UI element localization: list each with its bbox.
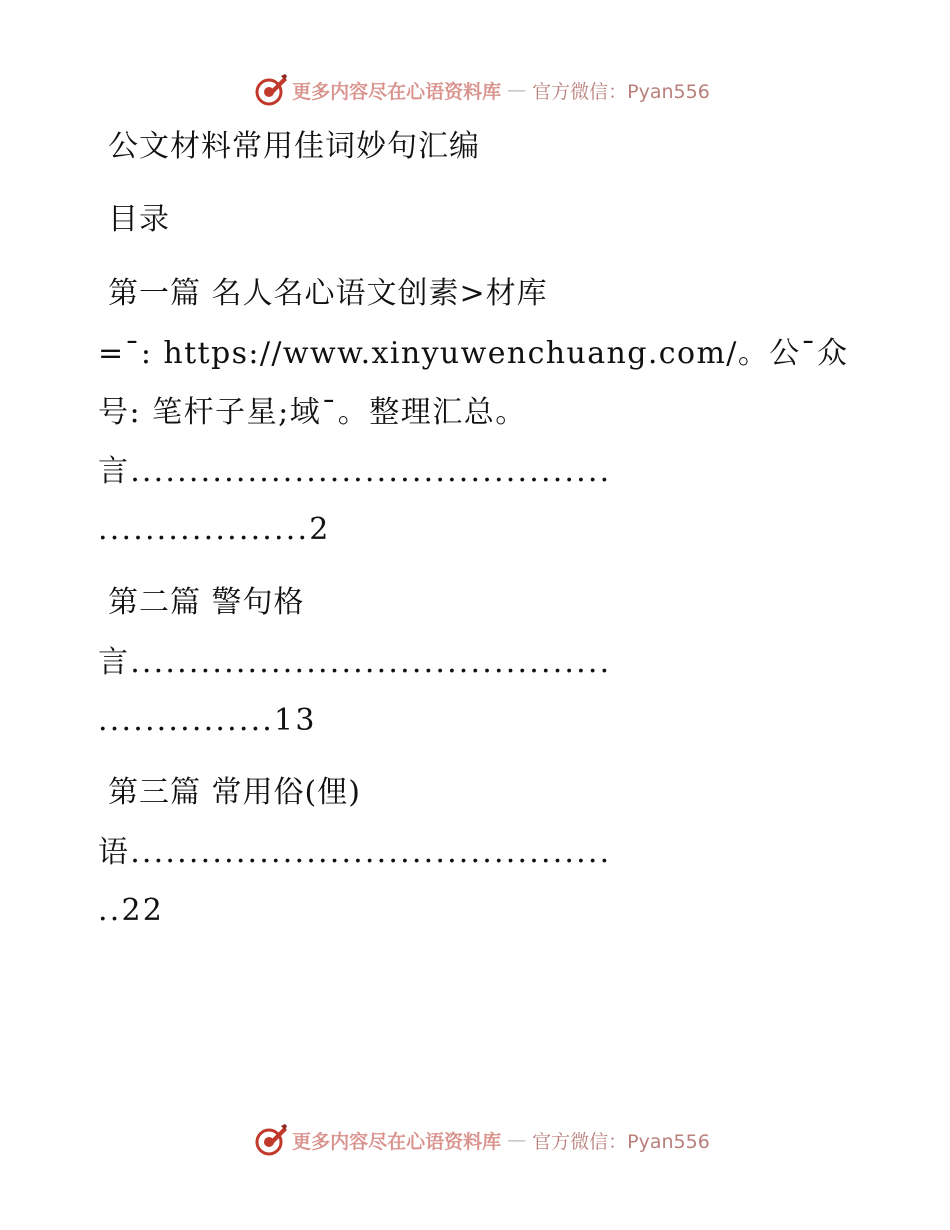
chapter-1-line-a: =¯: https://www.xinyuwenchuang.com/。公¯众 bbox=[98, 336, 849, 371]
chapter-2-dot-leader: 言......................................... bbox=[98, 645, 612, 680]
toc-label: 目录 bbox=[108, 202, 170, 237]
banner-content bbox=[254, 1123, 710, 1157]
chapter-1-page-number: ..................2 bbox=[98, 512, 331, 547]
banner-dash: — bbox=[507, 1129, 527, 1151]
chapter-3-heading: 第三篇 常用俗(俚) bbox=[108, 775, 361, 810]
document-title: 公文材料常用佳词妙句汇编 bbox=[108, 129, 480, 164]
banner-content bbox=[254, 73, 710, 107]
chapter-1-line-b: 号: 笔杆子星;域¯。整理汇总。 bbox=[98, 395, 527, 430]
footer-banner bbox=[0, 1118, 950, 1162]
chapter-1-dot-leader: 言......................................... bbox=[98, 454, 612, 489]
chapter-1-heading: 第一篇 名人名心语文创素>材库 bbox=[108, 276, 548, 311]
pen-logo-icon bbox=[254, 73, 288, 107]
banner-main-text: 更多内容尽在心语资料库 bbox=[292, 1130, 502, 1153]
chapter-3-page-number: ..22 bbox=[98, 893, 165, 928]
header-banner bbox=[0, 68, 950, 112]
chapter-3-dot-leader: 语......................................... bbox=[98, 835, 612, 870]
chapter-2-page-number: ...............13 bbox=[98, 703, 317, 738]
banner-main-text: 更多内容尽在心语资料库 bbox=[292, 80, 502, 103]
banner-dash: — bbox=[507, 79, 527, 101]
pen-logo-icon bbox=[254, 1123, 288, 1157]
chapter-2-heading: 第二篇 警句格 bbox=[108, 585, 305, 620]
banner-wechat-text: 官方微信：Pyan556 bbox=[532, 80, 710, 103]
banner-wechat-text: 官方微信：Pyan556 bbox=[532, 1130, 710, 1153]
